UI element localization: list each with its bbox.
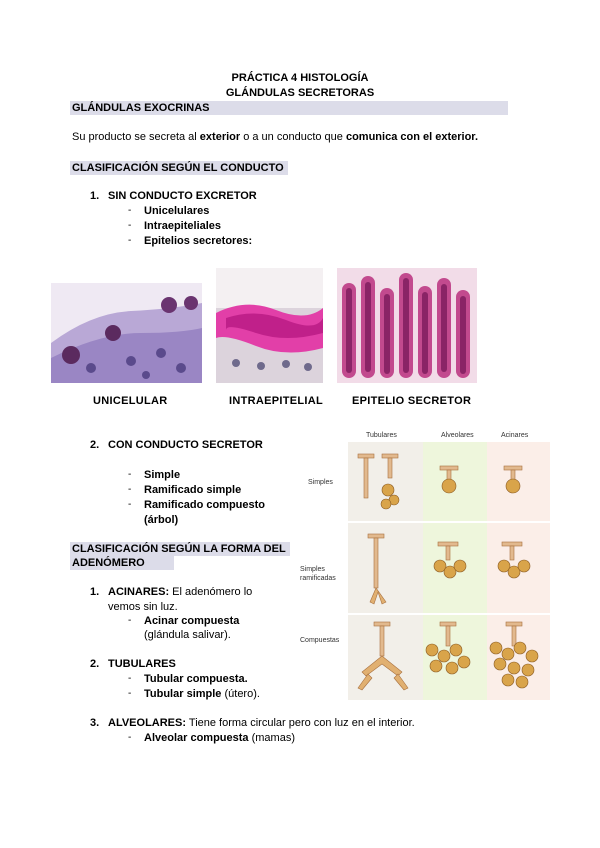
caption-intraepitelial: INTRAEPITELIAL (229, 395, 324, 407)
bullet-dash: - (128, 615, 132, 626)
section-heading-conducto: CLASIFICACIÓN SEGÚN EL CONDUCTO (70, 161, 288, 175)
bullet-dash: - (128, 673, 132, 684)
sub-item: Intraepiteliales (144, 220, 222, 232)
section-heading-exocrinas: GLÁNDULAS EXOCRINAS (70, 101, 508, 115)
alveolares-line (108, 717, 415, 729)
section-heading-adenomero-1: CLASIFICACIÓN SEGÚN LA FORMA DEL (70, 542, 290, 556)
acinares-line (108, 586, 252, 598)
doc-title: PRÁCTICA 4 HISTOLOGÍA (231, 72, 369, 84)
bullet-dash: - (128, 499, 132, 510)
definition-bold: exterior (199, 131, 241, 143)
sub-item: Epitelios secretores: (144, 235, 253, 247)
bullet-dash: - (128, 235, 132, 246)
gland-classification-diagram (296, 428, 550, 703)
row-label-simples-ramificadas: Simples ramificadas (300, 566, 336, 582)
bullet-dash: - (128, 205, 132, 216)
definition-bold: comunica con el exterior. (345, 131, 479, 143)
list-number: 2. (90, 439, 100, 451)
sub-item-note: (útero). (221, 688, 260, 700)
row-label-simples: Simples (308, 479, 333, 486)
sub-item-note: (mamas) (248, 732, 295, 744)
list-number: 1. (90, 190, 100, 202)
col-header-alveolares: Alveolares (441, 432, 474, 439)
sub-item: Unicelulares (144, 205, 210, 217)
col-header-acinares: Acinares (501, 432, 529, 439)
sub-item-continued: (árbol) (144, 514, 179, 526)
list-number: 1. (90, 586, 100, 598)
sub-item: Ramificado compuesto (144, 499, 266, 511)
sub-item-note: (glándula salivar). (144, 629, 231, 641)
list-title-acinares: ACINARES: (108, 586, 170, 598)
definition-text: o a un conducto que (240, 131, 346, 143)
bullet-dash: - (128, 688, 132, 699)
sub-item: Tubular compuesta. (144, 673, 248, 685)
doc-subtitle: GLÁNDULAS SECRETORAS (225, 87, 375, 99)
unicellular-micrograph (51, 283, 202, 383)
secretory-epithelium-micrograph (337, 268, 477, 383)
list-number: 3. (90, 717, 100, 729)
sub-item: Ramificado simple (144, 484, 242, 496)
acinares-text: El adenómero lo (169, 586, 253, 598)
caption-unicelular: UNICELULAR (93, 395, 168, 407)
intraepithelial-micrograph (216, 268, 323, 383)
col-header-tubulares: Tubulares (366, 432, 397, 439)
bullet-dash: - (128, 732, 132, 743)
section-heading-adenomero-2: ADENÓMERO (70, 556, 174, 570)
row-label-compuestas: Compuestas (300, 637, 340, 644)
gland-diagram-drawing (348, 442, 550, 700)
acinares-text-2: vemos sin luz. (108, 601, 178, 613)
alveolar-compuesta-line (144, 732, 295, 744)
sub-item: Simple (144, 469, 181, 481)
list-title-sin-conducto: SIN CONDUCTO EXCRETOR (108, 190, 257, 202)
alveolares-text: Tiene forma circular pero con luz en el interior. (186, 717, 415, 729)
sub-item: Acinar compuesta (144, 615, 240, 627)
bullet-dash: - (128, 484, 132, 495)
sub-item: Alveolar compuesta (144, 732, 249, 744)
definition-text: Su producto se secreta al (72, 131, 200, 143)
list-title-alveolares: ALVEOLARES: (108, 717, 187, 729)
list-title-con-conducto: CON CONDUCTO SECRETOR (108, 439, 263, 451)
list-title-tubulares: TUBULARES (108, 658, 176, 670)
exocrine-definition (72, 131, 478, 143)
caption-epitelio-secretor: EPITELIO SECRETOR (352, 395, 472, 407)
bullet-dash: - (128, 220, 132, 231)
list-number: 2. (90, 658, 100, 670)
bullet-dash: - (128, 469, 132, 480)
sub-item: Tubular simple (144, 688, 222, 700)
tubular-simple-line (144, 688, 260, 700)
